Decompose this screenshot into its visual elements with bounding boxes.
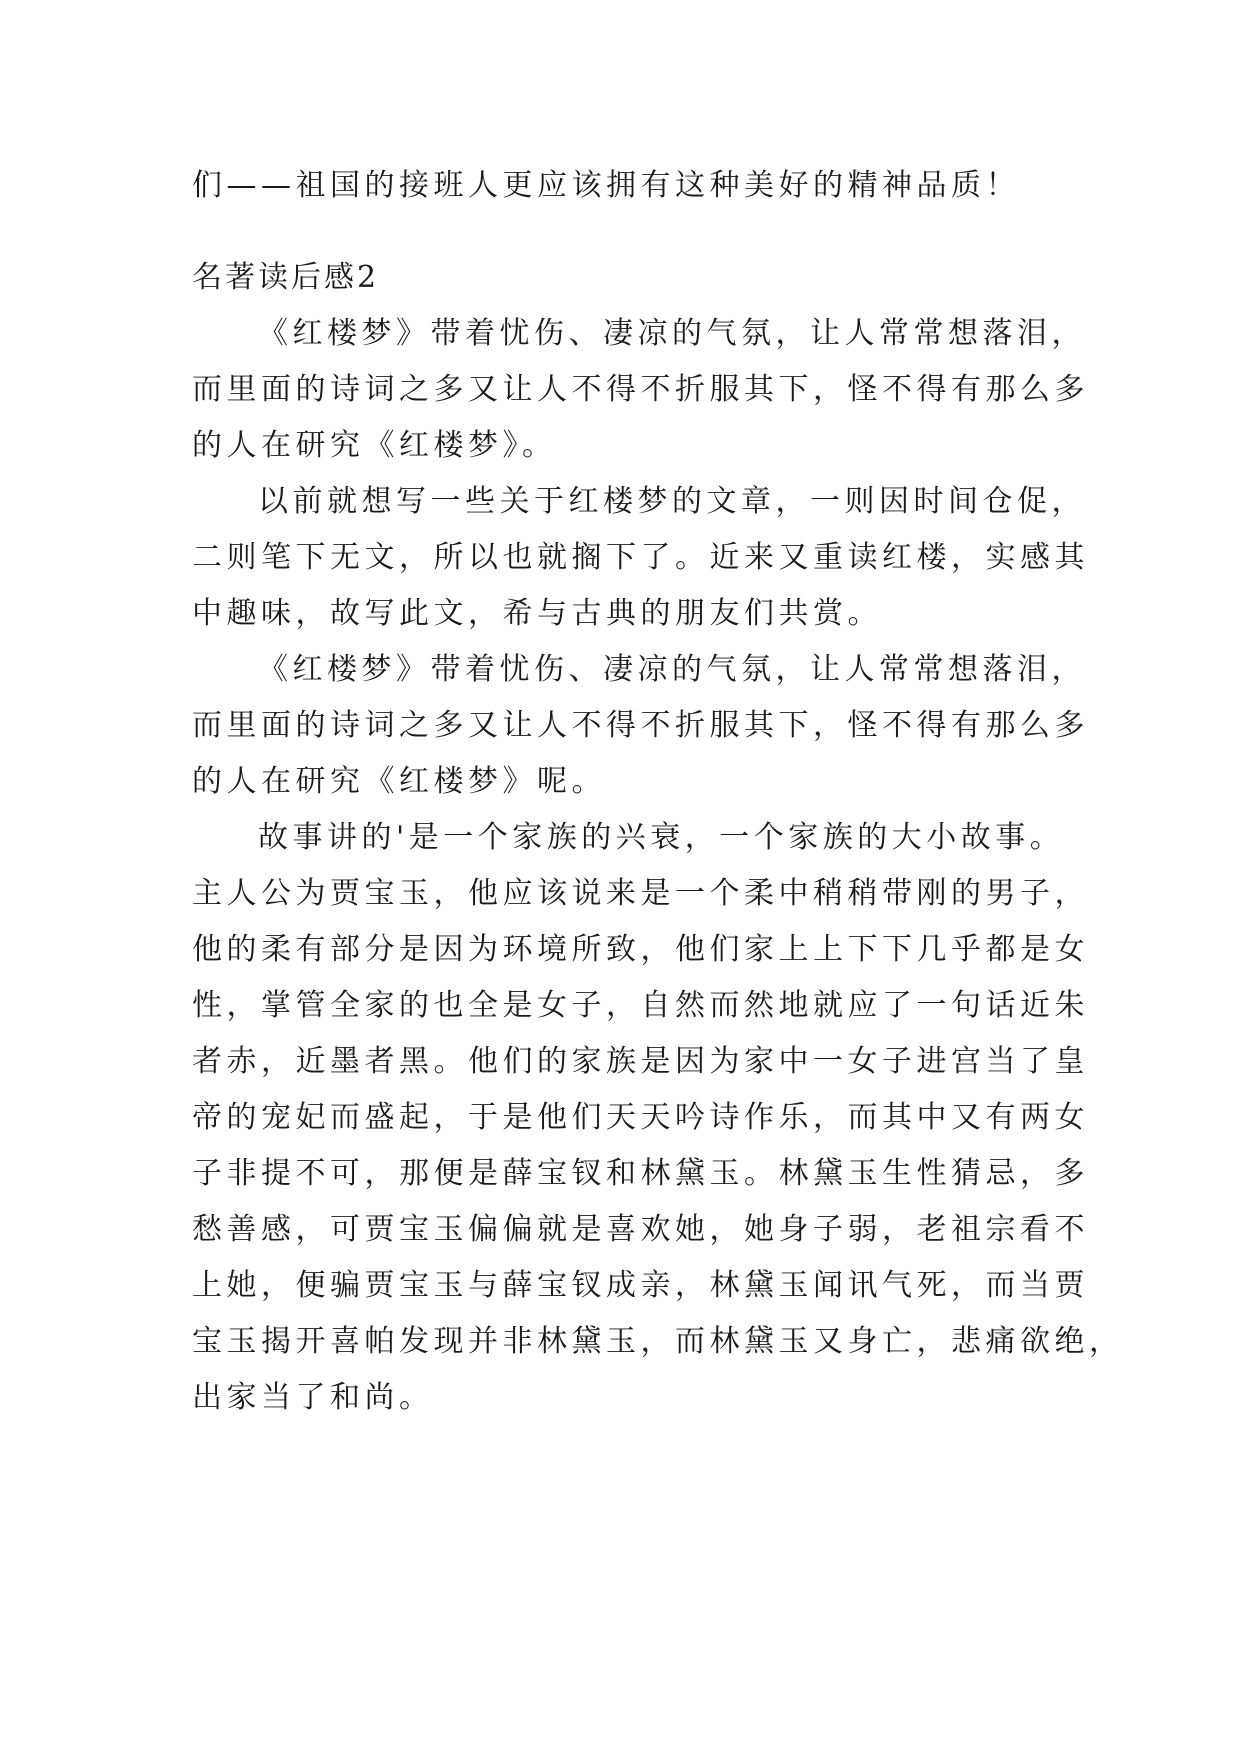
paragraph-line: 者赤，近墨者黑。他们的家族是因为家中一女子进宫当了皇: [192, 1044, 1089, 1079]
paragraph-line: 性，掌管全家的也全是女子，自然而然地就应了一句话近朱: [192, 988, 1089, 1023]
paragraph-line: 而里面的诗词之多又让人不得不折服其下，怪不得有那么多: [192, 372, 1089, 407]
paragraph-line: 出家当了和尚。: [192, 1380, 434, 1415]
paragraph-line: 子非提不可，那便是薛宝钗和林黛玉。林黛玉生性猜忌，多: [192, 1156, 1089, 1191]
paragraph-line: 的人在研究《红楼梦》。: [192, 428, 557, 463]
paragraph-line: 上她，便骗贾宝玉与薛宝钗成亲，林黛玉闻讯气死，而当贾: [192, 1268, 1089, 1303]
paragraph-1: [192, 306, 1089, 474]
paragraph-line: 的人在研究《红楼梦》呢。: [192, 764, 606, 799]
intro-line: 们——祖国的接班人更应该拥有这种美好的精神品质！: [192, 168, 1020, 203]
section-heading: 名著读后感2: [192, 260, 380, 295]
paragraph-line: 《红楼梦》带着忧伤、凄凉的气氛，让人常常想落泪，: [258, 652, 1086, 687]
paragraph-line: 故事讲的'是一个家族的兴衰，一个家族的大小故事。: [258, 820, 1065, 855]
paragraph-line: 宝玉揭开喜帕发现并非林黛玉，而林黛玉又身亡，悲痛欲绝，: [192, 1324, 1124, 1359]
paragraph-line: 二则笔下无文，所以也就搁下了。近来又重读红楼，实感其: [192, 540, 1089, 575]
paragraph-line: 愁善感，可贾宝玉偏偏就是喜欢她，她身子弱，老祖宗看不: [192, 1212, 1089, 1247]
paragraph-line: 主人公为贾宝玉，他应该说来是一个柔中稍稍带刚的男子，: [192, 876, 1089, 911]
paragraph-4: [192, 810, 1124, 1426]
paragraph-3: [192, 642, 1089, 810]
paragraph-line: 他的柔有部分是因为环境所致，他们家上上下下几乎都是女: [192, 932, 1089, 967]
paragraph-line: 中趣味，故写此文，希与古典的朋友们共赏。: [192, 596, 882, 631]
paragraph-2: [192, 474, 1089, 642]
paragraph-line: 帝的宠妃而盛起，于是他们天天吟诗作乐，而其中又有两女: [192, 1100, 1089, 1135]
document-body: [192, 158, 1124, 1426]
paragraph-line: 《红楼梦》带着忧伤、凄凉的气氛，让人常常想落泪，: [258, 316, 1086, 351]
paragraph-line: 而里面的诗词之多又让人不得不折服其下，怪不得有那么多: [192, 708, 1089, 743]
paragraph-line: 以前就想写一些关于红楼梦的文章，一则因时间仓促，: [258, 484, 1086, 519]
